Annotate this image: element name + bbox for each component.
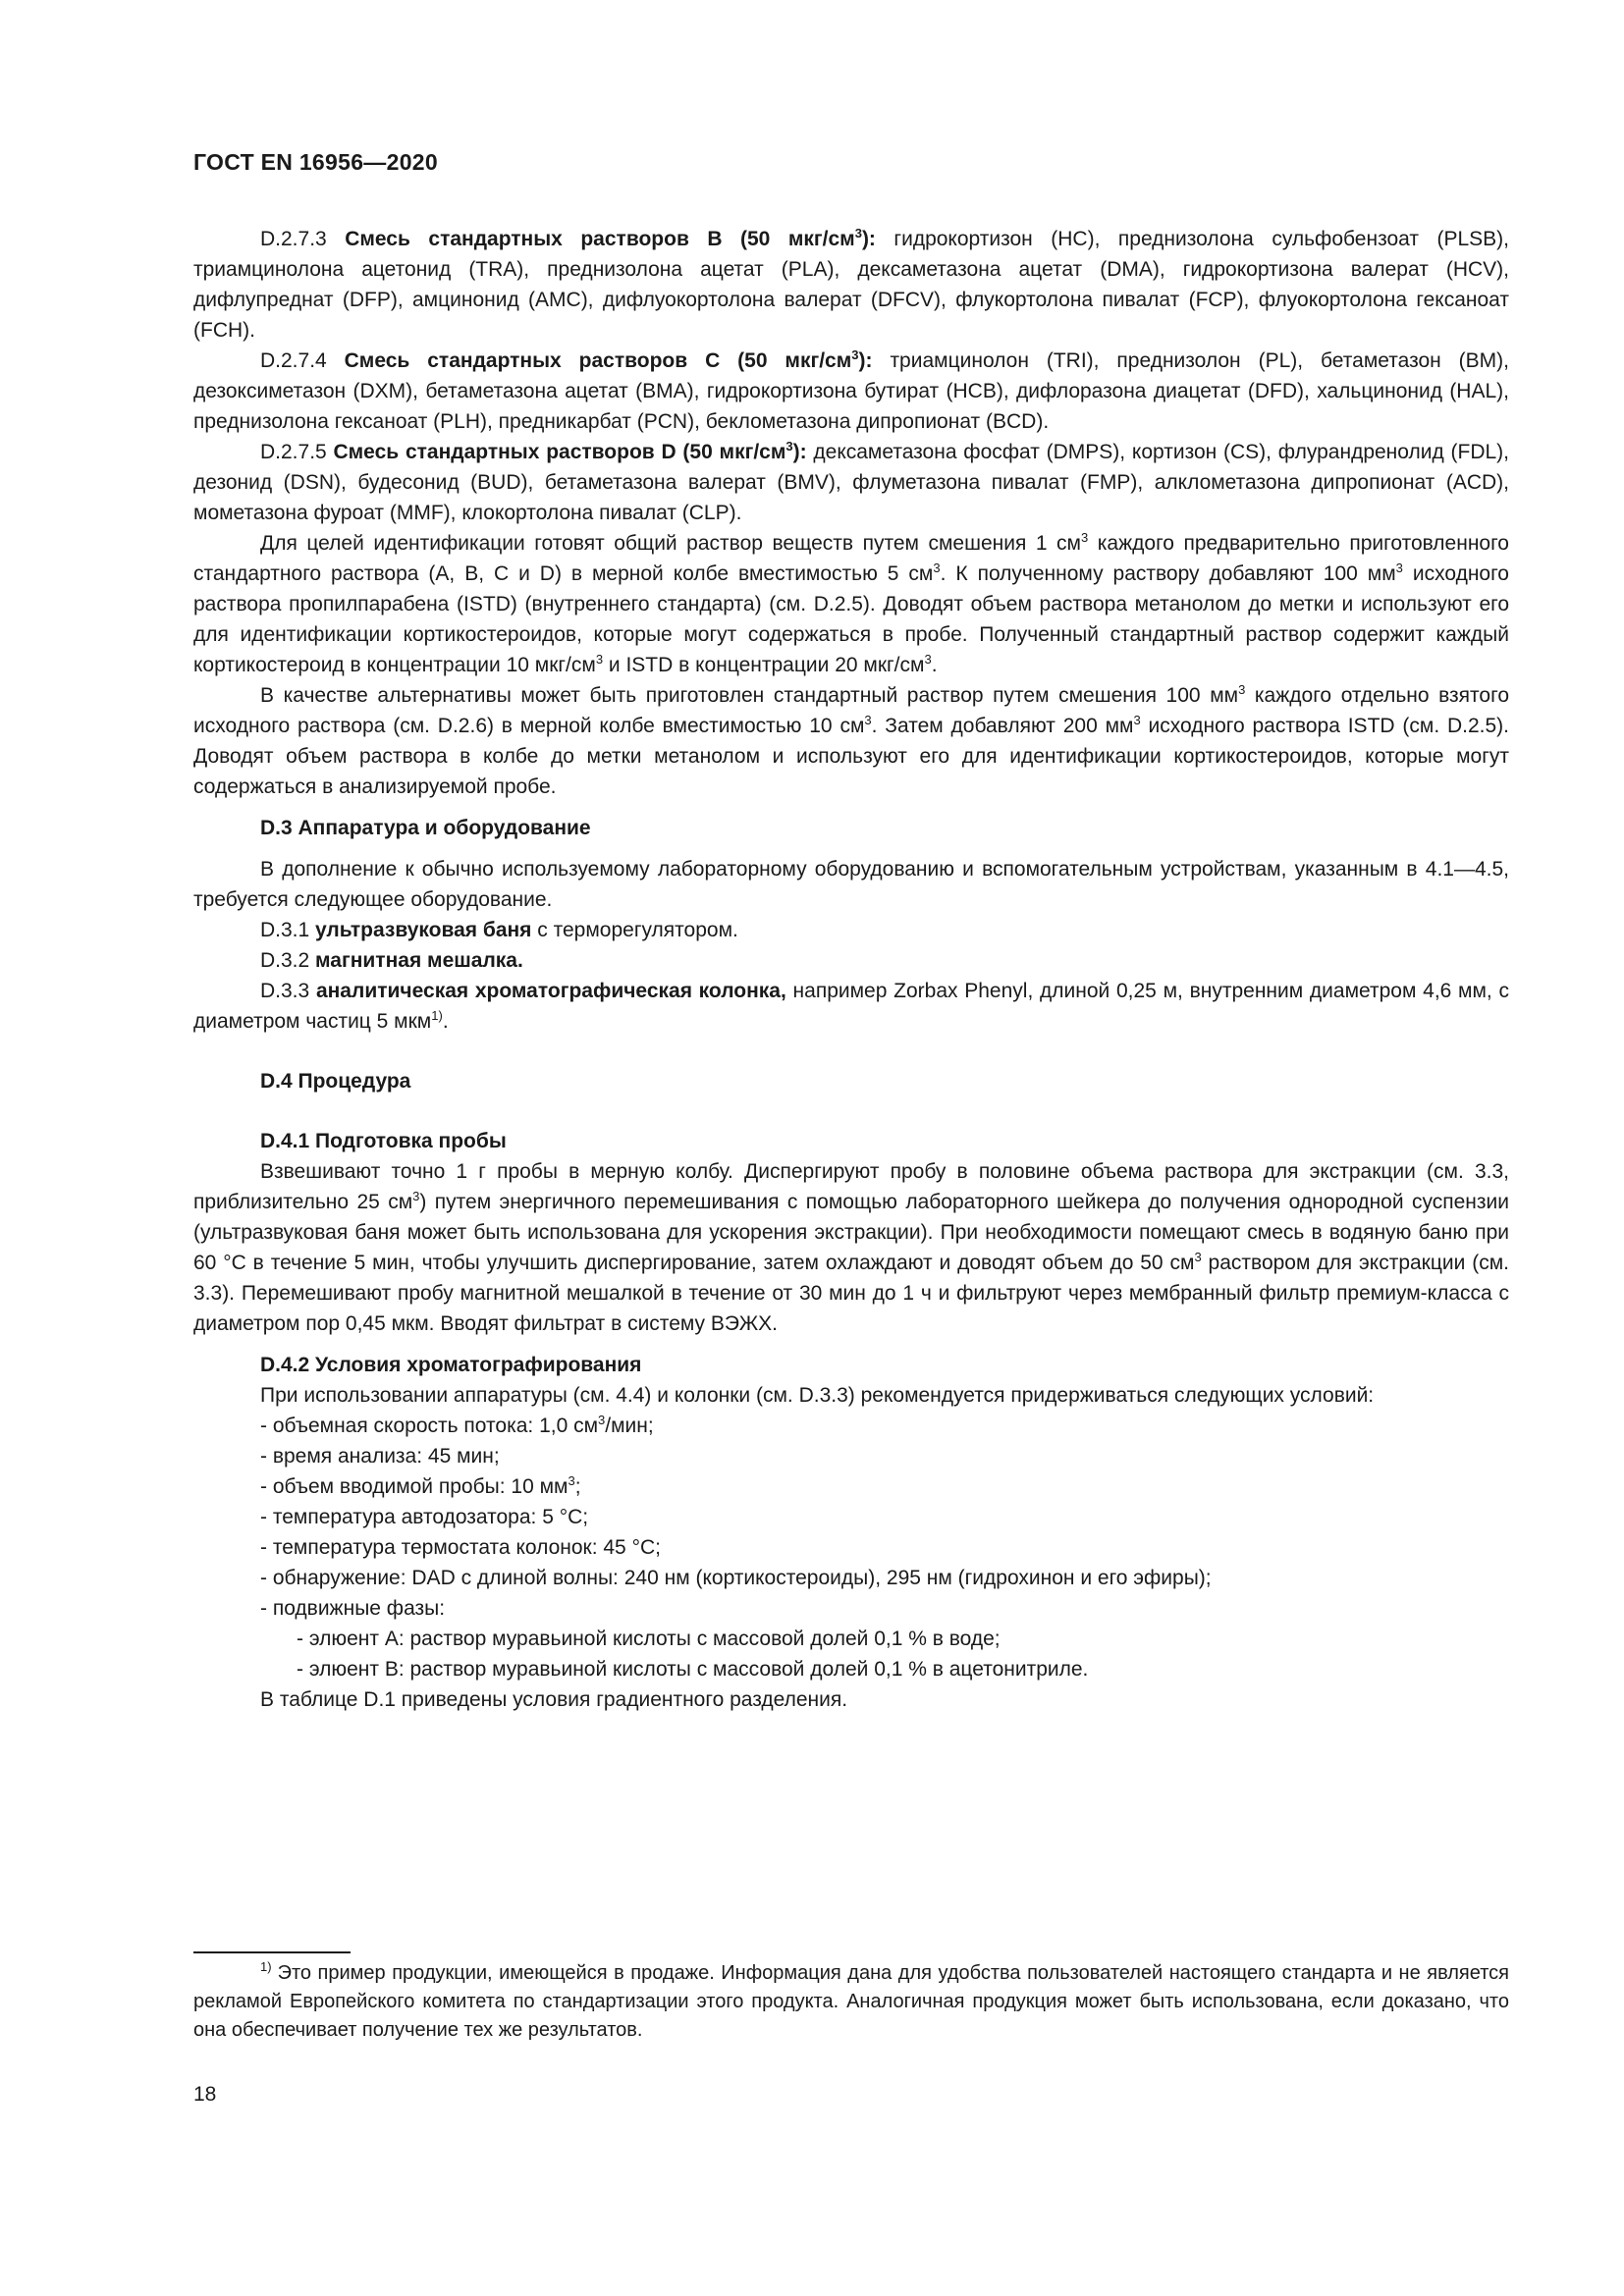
- paragraph-equipment-intro: В дополнение к обычно используемому лабораторному оборудованию и вспомогательным устройствам, указанным в 4.1—4.5, требуется следующее оборудование.: [193, 858, 1509, 911]
- clause-d32: D.3.2 магнитная мешалка.: [260, 949, 523, 972]
- page-content: [193, 224, 1509, 1715]
- clause-title: Смесь стандартных растворов D (50 мкг/$см^3$):: [333, 439, 807, 463]
- clause-number: D.2.7.5: [260, 441, 334, 463]
- list-item-flow-rate: - объемная скорость потока: 1,0 $см^3$/мин;: [260, 1413, 654, 1437]
- list-item-eluent-a: - элюент A: раствор муравьиной кислоты с массовой долей 0,1 % в воде;: [297, 1628, 1001, 1650]
- document-header: ГОСТ EN 16956—2020: [193, 149, 438, 175]
- list-item-mobile-phases: - подвижные фазы:: [260, 1597, 446, 1620]
- list-item-autosampler-temp: - температура автодозатора: 5 °C;: [260, 1506, 589, 1528]
- list-item-detection: - обнаружение: DAD с длиной волны: 240 нм (кортикостероиды), 295 нм (гидрохинон и его эфиры);: [260, 1567, 1212, 1589]
- page-number: 18: [193, 2083, 217, 2106]
- clause-number: D.2.7.4: [260, 349, 345, 372]
- section-heading-d42: D.4.2 Условия хроматографирования: [260, 1354, 642, 1376]
- list-item-eluent-b: - элюент B: раствор муравьиной кислоты с массовой долей 0,1 % в ацетонитриле.: [297, 1658, 1089, 1681]
- paragraph-sample-prep: Взвешивают точно 1 г пробы в мерную колбу. Диспергируют пробу в половине объема раствора для экстракции (см. 3.3, приблизительно 25 $см^3$) путем энергичного перемешивания с помощью лабораторного шейкера до получения однородной суспензии (ультразвуковая баня может быть использована для ускорения экстракции). При необходимости помещают смесь в водяную баню при 60 °C в течение 5 мин, чтобы улучшить диспергирование, затем охлаждают и доводят объем до 50 $см^3$ раствором для экстракции (см. 3.3). Перемешивают пробу магнитной мешалкой в течение от 30 мин до 1 ч и фильтруют через мембранный фильтр премиум-класса с диаметром пор 0,45 мкм. Вводят фильтрат в систему ВЭЖХ.: [193, 1160, 1509, 1335]
- clause-d274: [193, 346, 1509, 437]
- clause-d275: [193, 437, 1509, 528]
- clause-d33: D.3.3 аналитическая хроматографическая колонка, например Zorbax Phenyl, длиной 0,25 м, внутренним диаметром 4,6 мм, с диаметром частиц 5 мкм$^{1)}$.: [193, 980, 1510, 1033]
- clause-title: Смесь стандартных растворов B (50 мкг/$см^3$):: [345, 226, 876, 250]
- section-heading-d41: D.4.1 Подготовка пробы: [260, 1130, 507, 1152]
- footnote: [193, 1959, 1509, 2045]
- section-heading-d4: D.4 Процедура: [260, 1070, 411, 1093]
- clause-d273: [193, 224, 1509, 346]
- paragraph-table-reference: В таблице D.1 приведены условия градиентного разделения.: [260, 1688, 848, 1711]
- section-heading-d3: D.3 Аппаратура и оборудование: [260, 817, 591, 839]
- clause-text: триамцинолон (TRI), преднизолон (PL), бетаметазон (BM), дезоксиметазон (DXM), бетаметазона ацетат (BMA), гидрокортизона бутират (HCB), дифлоразона диацетат (DFD), хальцинонид (HAL), преднизолона гексаноат (PLH), предникарбат (PCN), беклометазона дипропионат (BCD).: [193, 349, 1509, 433]
- list-item-column-temp: - температура термостата колонок: 45 °C;: [260, 1536, 661, 1559]
- clause-title: Смесь стандартных растворов C (50 мкг/$см^3$):: [344, 347, 873, 372]
- clause-text: гидрокортизон (HC), преднизолона сульфобензоат (PLSB), триамцинолона ацетонид (TRA), преднизолона ацетат (PLA), дексаметазона ацетат (DMA), гидрокортизона валерат (HCV), дифлупреднат (DFP), амцинонид (AMC), дифлуокортолона валерат (DFCV), флукортолона пивалат (FCP), флуокортолона гексаноат (FCH).: [193, 228, 1509, 342]
- clause-d31: D.3.1 ультразвуковая баня с терморегулятором.: [260, 919, 738, 941]
- list-item-analysis-time: - время анализа: 45 мин;: [260, 1445, 500, 1468]
- footnote-separator: [193, 1951, 351, 1953]
- paragraph-alternative: В качестве альтернативы может быть приготовлен стандартный раствор путем смешения 100 $мм^3$ каждого отдельно взятого исходного раствора (см. D.2.6) в мерной колбе вместимостью 10 $см^3$. Затем добавляют 200 $мм^3$ исходного раствора ISTD (см. D.2.5). Доводят объем раствора в колбе до метки метанолом и используют его для идентификации кортикостероидов, которые могут содержаться в анализируемой пробе.: [193, 682, 1509, 798]
- list-item-injection-volume: - объем вводимой пробы: 10 $мм^3$;: [260, 1473, 581, 1498]
- paragraph-chromatography-intro: При использовании аппаратуры (см. 4.4) и колонки (см. D.3.3) рекомендуется придерживаться следующих условий:: [260, 1384, 1375, 1407]
- footnote-reference: 1): [431, 1008, 443, 1023]
- footnote-text: Это пример продукции, имеющейся в продаже. Информация дана для удобства пользователей настоящего стандарта и не является рекламой Европейского комитета по стандартизации этого продукта. Аналогичная продукция может быть использована, если доказано, что она обеспечивает получение тех же результатов.: [193, 1962, 1509, 2041]
- clause-text: дексаметазона фосфат (DMPS), кортизон (CS), флурандренолид (FDL), дезонид (DSN), будесонид (BUD), бетаметазона валерат (BMV), флуметазона пивалат (FMP), алклометазона дипропионат (ACD), мометазона фуроат (MMF), клокортолона пивалат (CLP).: [193, 441, 1510, 524]
- footnote-mark: 1): [260, 1959, 272, 1974]
- paragraph-identification: Для целей идентификации готовят общий раствор веществ путем смешения 1 $см^3$ каждого предварительно приготовленного стандартного раствора (A, B, C и D) в мерной колбе вместимостью 5 $см^3$. К полученному раствору добавляют 100 $мм^3$ исходного раствора пропилпарабена (ISTD) (внутреннего стандарта) (см. D.2.5). Доводят объем раствора метанолом до метки и используют его для идентификации кортикостероидов, которые могут содержаться в пробе. Полученный стандартный раствор содержит каждый кортикостероид в концентрации 10 мкг/$см^3$ и ISTD в концентрации 20 мкг/$см^3$.: [193, 530, 1509, 676]
- clause-number: D.2.7.3: [260, 228, 346, 250]
